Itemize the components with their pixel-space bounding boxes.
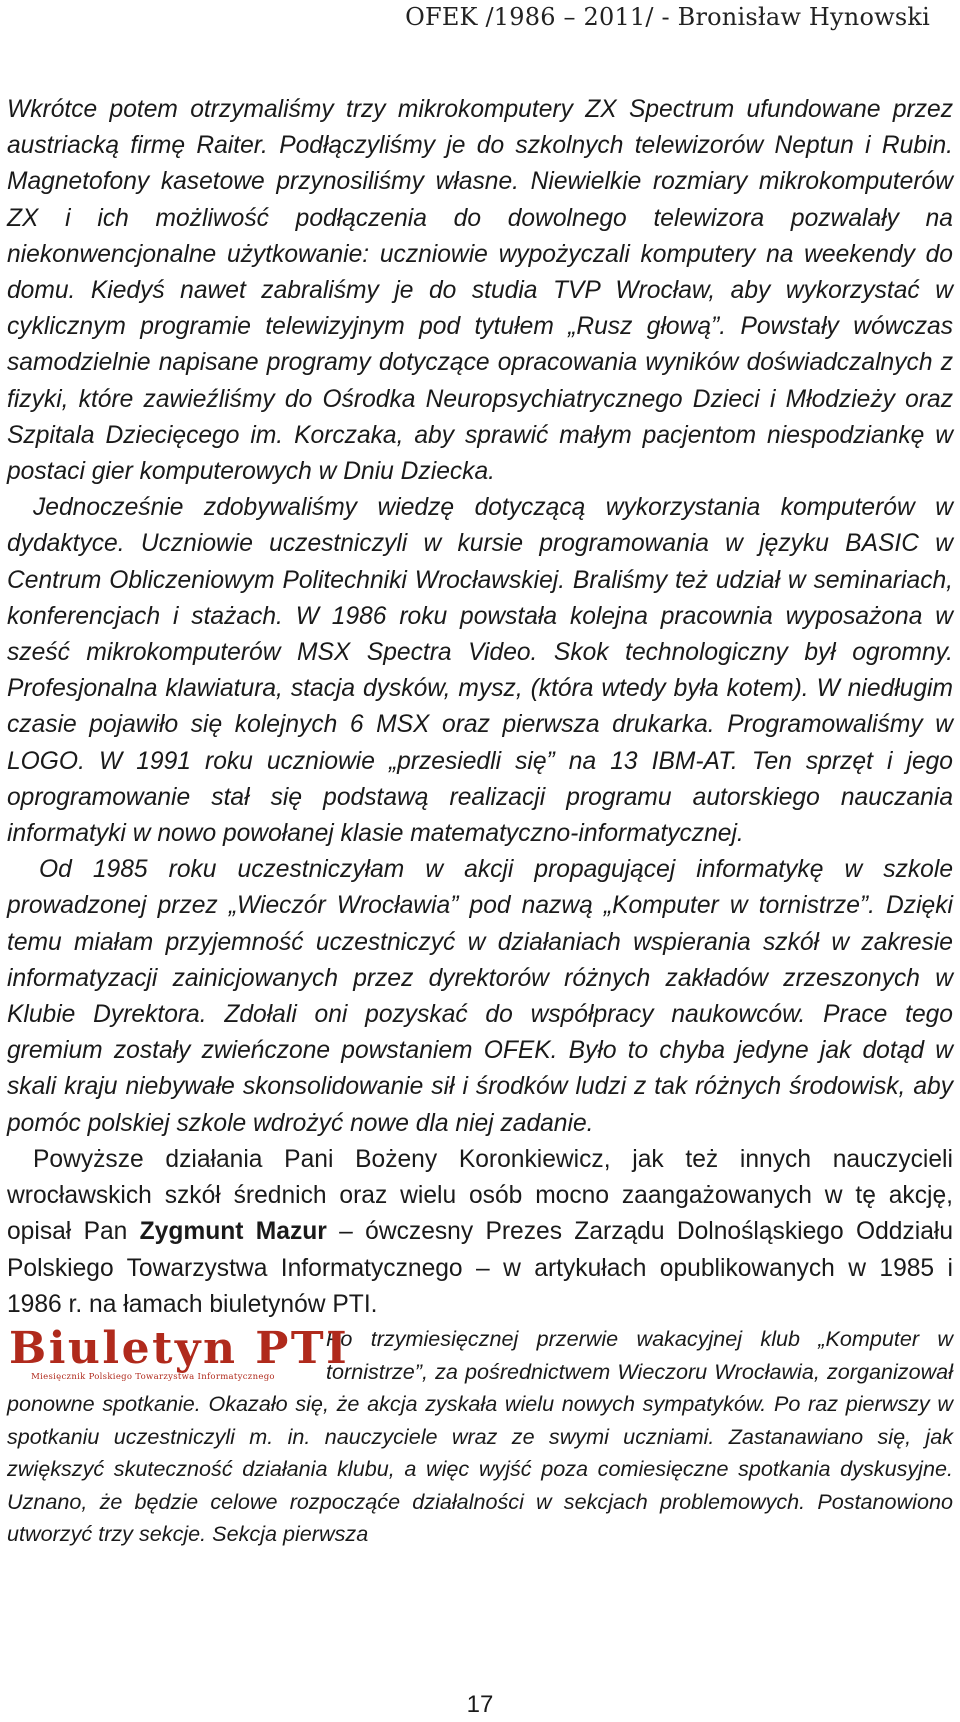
page-body [7,92,953,1551]
author-name: Zygmunt Mazur [139,1218,327,1246]
paragraph-didactics: Jednocześnie zdobywaliśmy wiedzę dotyczącą wykorzystania komputerów w dydaktyce. Uczniowie uczestniczyli w kursie programowania w języku BASIC w Centrum Obliczeniowym Politechniki Wrocławskiej. Braliśmy też udział w seminariach, konferencjach i stażach. W 1986 roku powstała kolejna pracownia wyposażona w sześć mikrokomputerów MSX Spectra Video. Skok technologiczny był ogromny. Profesjonalna klawiatura, stacja dysków, mysz, (która wtedy była kotem). W niedługim czasie pojawiło się kolejnych 6 MSX oraz pierwsza drukarka. Programowaliśmy w LOGO. W 1991 roku uczniowie „przesiedli się” na 13 IBM-AT. Ten sprzęt i jego oprogramowanie stał się podstawą realizacji programu autorskiego nauczania informatyki w nowo powołanej klasie matematyczno-informatycznej. [7,494,953,848]
running-header [0,0,960,34]
logo-title: Biuletyn PTI [9,1322,350,1374]
paragraph-zx-spectrum: Wkrótce potem otrzymaliśmy trzy mikrokomputery ZX Spectrum ufundowane przez austriacką firmę Raiter. Podłączyliśmy je do szkolnych telewizorów Neptun i Rubin. Magnetofony kasetowe przynosiliśmy własne. Niewielkie rozmiary mikrokomputerów ZX i ich możliwość podłączenia do dowolnego telewizora pozwalały na niekonwencjonalne użytkowanie: uczniowie wypożyczali komputery na weekendy do domu. Kiedyś nawet zabraliśmy je do studia TVP Wrocław, aby wykorzystać w cyklicznym programie telewizyjnym pod tytułem „Rusz głową”. Powstały wówczas samodzielnie napisane programy dotyczące opracowania wyników doświadczalnych z fizyki, które zawieźliśmy do Ośrodka Neuropsychiatrycznego Dzieci i Młodzieży oraz Szpitala Dziecięcego im. Korczaka, aby sprawić małym pacjentom niespodziankę w postaci gier komputerowych w Dniu Dziecka. [7,96,953,486]
biuletyn-pti-logo [7,1322,350,1385]
paragraph-komputer-w-tornistrze: Od 1985 roku uczestniczyłam w akcji propagującej informatykę w szkole prowadzonej przez „Wieczór Wrocławia” pod nazwą „Komputer w tornistrze”. Dzięki temu miałam przyjemność uczestniczyć w działaniach wspierania szkół w zakresie informatyzacji zainicjowanych przez dyrektorów różnych zakładów zrzeszonych w Klubie Dyrektora. Zdołali oni pozyskać do współpracy naukowców. Prace tego gremium zostały zwieńczone powstaniem OFEK. Było to chyba jedyne jak dotąd w skali kraju niebywałe skonsolidowanie sił i środków ludzi z tak różnych środowisk, aby pomóc polskiej szkole wdrożyć nowe dla niej zadanie. [7,856,953,1137]
paragraph-pti-articles [7,1142,953,1323]
page-number: 17 [466,1691,494,1718]
paragraph-text: – ówczesny Prezes Zarządu Dolnośląskiego Oddziału Polskiego Towarzystwa Informatycznego – w artykułach opublikowanych w 1985 i 1986 r. na łamach biuletynów PTI. [7,1218,954,1318]
paragraph-text: Powyższe działania Pani Bożeny Koronkiewicz, jak też innych nauczycieli wrocławskich szkół średnich oraz wielu osób mocno zaangażowanych w tę akcję, opisał Pan [7,1145,953,1246]
quoted-article-text: Po trzymiesięcznej przerwie wakacyjnej klub „Komputer w tornistrze”, za pośrednictwem Wieczoru Wrocławia, zorganizował ponowne spotkanie. Okazało się, że akcja zyskała wielu nowych sympatyków. Po raz pierwszy w spotkaniu uczestniczyli m. in. nauczyciele wraz ze swymi uczniami. Zastanawiano się, jak zwiększyć skuteczność działania klubu, a więc wyjść poza comiesięczne spotkania dyskusyjne. Uznano, że będzie celowe rozpocząće działalności w sekcjach problemowych. Postanowiono utworzyć trzy sekcje. Sekcja pierwsza [7,1325,953,1547]
header-title: OFEK /1986 – 2011/ - Bronisław Hynowski [405,3,930,31]
logo-subtitle: Miesięcznik Polskiego Towarzystwa Informatycznego [31,1371,275,1382]
